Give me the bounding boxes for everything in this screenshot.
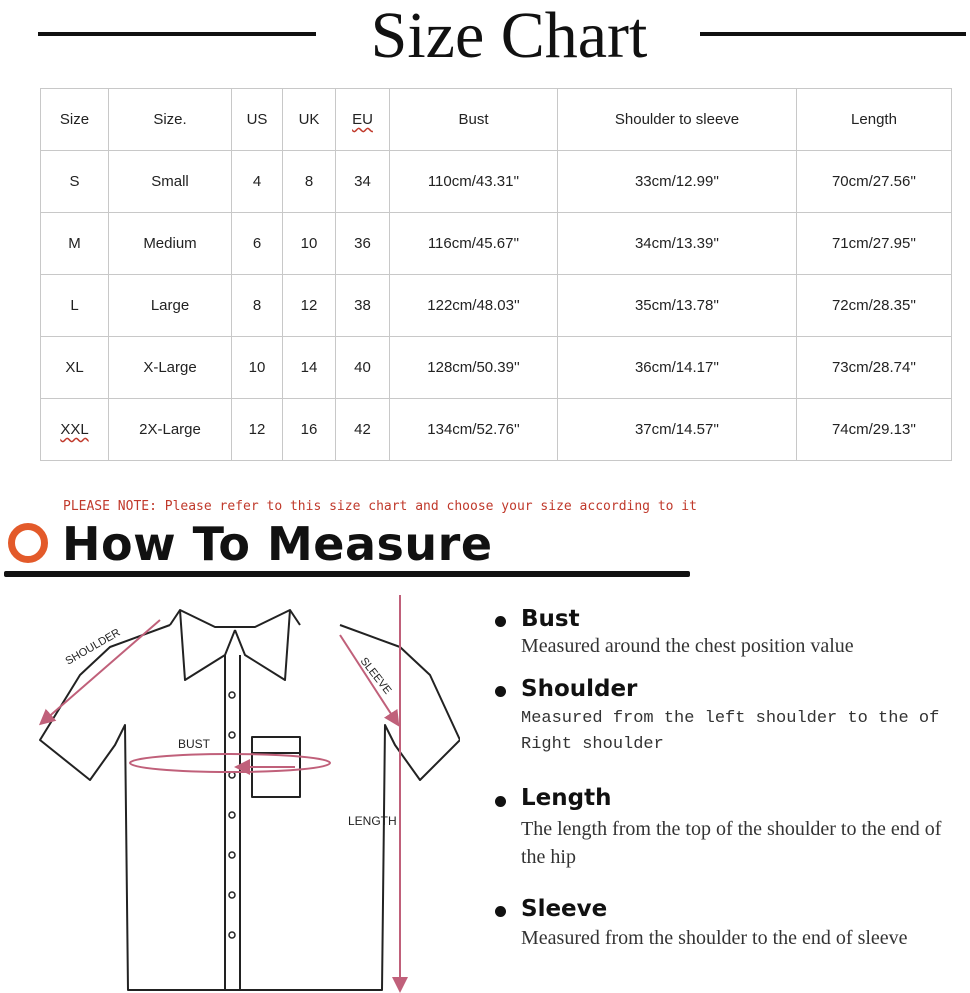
table-cell: 33cm/12.99'' (558, 151, 797, 213)
shirt-outline (40, 610, 460, 990)
header-eu (336, 89, 390, 151)
table-row (41, 275, 952, 337)
measure-heading: Sleeve (521, 896, 608, 922)
measure-heading: Length (521, 785, 612, 811)
table-cell: 4 (232, 151, 283, 213)
table-cell: M (41, 213, 109, 275)
table-cell: X-Large (109, 337, 232, 399)
measure-lines (45, 595, 400, 985)
measure-desc: Measured around the chest position value (521, 635, 854, 657)
header-uk (283, 89, 336, 151)
sleeve-label: SLEEVE (357, 655, 394, 697)
header-us-label: US (246, 111, 268, 128)
table-cell: Small (109, 151, 232, 213)
table-cell: 42 (336, 399, 390, 461)
measure-heading: Bust (521, 606, 580, 632)
table-row (41, 399, 952, 461)
table-cell: XL (41, 337, 109, 399)
table-cell: 110cm/43.31'' (390, 151, 558, 213)
header-size-name-label: Size. (153, 111, 187, 128)
header-length-label: Length (851, 111, 897, 128)
measure-desc: Measured from the left shoulder to the of Right shoulder (521, 709, 940, 754)
header-bust-label: Bust (458, 111, 489, 128)
table-row (41, 337, 952, 399)
table-cell: 71cm/27.95'' (797, 213, 952, 275)
table-cell: 10 (232, 337, 283, 399)
table-row (41, 151, 952, 213)
bullet-icon (495, 616, 506, 627)
table-cell: 12 (283, 275, 336, 337)
table-cell: 34cm/13.39'' (558, 213, 797, 275)
table-cell: 37cm/14.57'' (558, 399, 797, 461)
table-cell: 14 (283, 337, 336, 399)
header-bust (390, 89, 558, 151)
how-to-measure-title: How To Measure (62, 517, 493, 571)
header-us (232, 89, 283, 151)
header-size (41, 89, 109, 151)
shoulder-label: SHOULDER (63, 626, 123, 668)
length-label: LENGTH (348, 814, 397, 828)
bullet-icon (495, 686, 506, 697)
size-chart-header (0, 0, 970, 75)
section-bullet-icon (8, 523, 48, 563)
table-cell: 6 (232, 213, 283, 275)
header-length (797, 89, 952, 151)
table-cell: 34 (336, 151, 390, 213)
title-rule-right (700, 32, 966, 36)
table-header-row (41, 89, 952, 151)
table-cell: 38 (336, 275, 390, 337)
table-cell: 40 (336, 337, 390, 399)
table-cell: 134cm/52.76'' (390, 399, 558, 461)
page-title: Size Chart (370, 0, 648, 72)
table-cell: Medium (109, 213, 232, 275)
table-cell: 73cm/28.74'' (797, 337, 952, 399)
table-cell: 2X-Large (109, 399, 232, 461)
table-cell: S (41, 151, 109, 213)
table-cell: 8 (232, 275, 283, 337)
table-cell: 74cm/29.13'' (797, 399, 952, 461)
size-table (40, 88, 952, 461)
table-cell: 122cm/48.03'' (390, 275, 558, 337)
table-cell: 16 (283, 399, 336, 461)
table-cell: 12 (232, 399, 283, 461)
header-eu-label: EU (352, 111, 373, 128)
shirt-buttons (229, 692, 235, 938)
table-cell: 128cm/50.39'' (390, 337, 558, 399)
header-shoulder-to-sleeve-label: Shoulder to sleeve (614, 111, 740, 128)
bullet-icon (495, 906, 506, 917)
table-cell: 72cm/28.35'' (797, 275, 952, 337)
title-rule-left (38, 32, 316, 36)
table-cell-text: XXL (60, 421, 89, 438)
measure-desc: Measured from the shoulder to the end of sleeve (521, 927, 908, 949)
table-cell: 116cm/45.67'' (390, 213, 558, 275)
measure-heading: Shoulder (521, 676, 638, 702)
table-row (41, 213, 952, 275)
table-cell: 36cm/14.17'' (558, 337, 797, 399)
header-size-name (109, 89, 232, 151)
sleeve-arrow (340, 635, 395, 720)
table-cell (41, 399, 109, 461)
table-cell: 35cm/13.78'' (558, 275, 797, 337)
size-note: PLEASE NOTE: Please refer to this size chart and choose your size according to it (63, 499, 697, 514)
table-cell: 70cm/27.56'' (797, 151, 952, 213)
header-shoulder-to-sleeve (558, 89, 797, 151)
table-cell: 36 (336, 213, 390, 275)
table-cell: Large (109, 275, 232, 337)
table-cell: 10 (283, 213, 336, 275)
table-cell: L (41, 275, 109, 337)
bullet-icon (495, 796, 506, 807)
header-size-label: Size (59, 111, 90, 128)
shirt-diagram (20, 585, 460, 993)
how-to-measure-rule (4, 571, 690, 577)
header-uk-label: UK (298, 111, 320, 128)
measure-desc: The length from the top of the shoulder to the end of the hip (521, 818, 942, 868)
bust-label: BUST (178, 737, 211, 751)
table-cell: 8 (283, 151, 336, 213)
